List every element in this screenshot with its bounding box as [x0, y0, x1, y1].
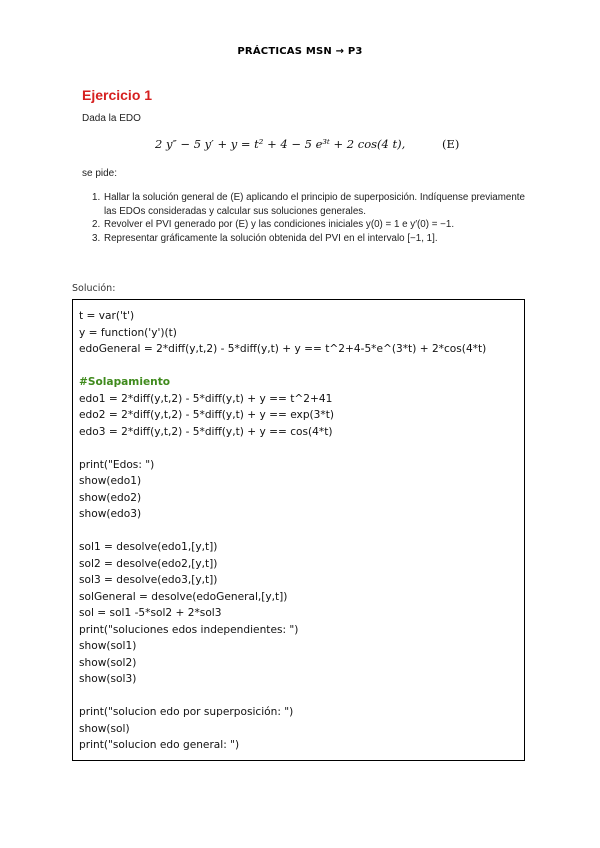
code-line: edo1 = 2*diff(y,t,2) - 5*diff(y,t) + y == t^2+41 — [79, 392, 333, 405]
code-line: show(sol2) — [79, 656, 137, 669]
code-line: print("solucion edo general: ") — [79, 739, 240, 751]
ode-equation: 2 y″ − 5 y′ + y = t² + 4 − 5 e³ᵗ + 2 cos(4 t), — [155, 137, 406, 151]
exercise-title: Ejercicio 1 — [82, 87, 153, 103]
code-lines — [79, 308, 486, 754]
code-line: edo3 = 2*diff(y,t,2) - 5*diff(y,t) + y == cos(4*t) — [79, 425, 333, 438]
task-text: Hallar la solución general de (E) aplicando el principio de superposición. Indíquense previamente las EDOs consideradas y calcular sus soluciones generales. — [104, 192, 525, 217]
task-number: 3. — [92, 232, 101, 244]
task-number: 1. — [92, 192, 101, 203]
task-list — [92, 191, 532, 245]
code-line: show(edo2) — [79, 491, 142, 504]
code-line: y = function('y')(t) — [79, 326, 177, 339]
code-line: edoGeneral = 2*diff(y,t,2) - 5*diff(y,t) + y == t^2+4-5*e^(3*t) + 2*cos(4*t) — [79, 343, 487, 355]
code-comment-line: #Solapamiento — [79, 376, 171, 388]
code-line — [79, 358, 486, 375]
code-line: show(sol3) — [79, 673, 137, 685]
code-line: show(sol) — [79, 722, 130, 735]
equation-label: (E) — [442, 137, 460, 151]
task-item — [92, 218, 532, 232]
code-line: sol2 = desolve(edo2,[y,t]) — [79, 557, 218, 570]
code-line: show(edo1) — [79, 475, 142, 487]
exercise-intro: Dada la EDO — [82, 113, 141, 124]
page-header: PRÁCTICAS MSN → P3 — [237, 46, 363, 57]
code-line: sol1 = desolve(edo1,[y,t]) — [79, 541, 218, 553]
task-number: 2. — [92, 219, 101, 230]
code-block — [72, 299, 525, 761]
code-line: edo2 = 2*diff(y,t,2) - 5*diff(y,t) + y == exp(3*t) — [79, 409, 335, 421]
code-line: show(edo3) — [79, 508, 142, 520]
code-line: sol3 = desolve(edo3,[y,t]) — [79, 574, 218, 586]
code-line: sol = sol1 -5*sol2 + 2*sol3 — [79, 607, 222, 619]
code-line — [79, 440, 486, 457]
code-line: print("Edos: ") — [79, 458, 155, 471]
code-line: print("solucion edo por superposición: ") — [79, 706, 294, 718]
code-line: show(sol1) — [79, 640, 137, 652]
task-text: Revolver el PVI generado por (E) y las condiciones iniciales y(0) = 1 e y′(0) = −1. — [104, 219, 455, 230]
task-intro: se pide: — [82, 168, 118, 179]
code-line: t = var('t') — [79, 310, 135, 322]
code-line — [79, 688, 486, 705]
code-line: print("soluciones edos independientes: ") — [79, 623, 299, 636]
task-item — [92, 191, 532, 218]
task-text: Representar gráficamente la solución obtenida del PVI en el intervalo [−1, 1]. — [104, 232, 438, 244]
code-line: solGeneral = desolve(edoGeneral,[y,t]) — [79, 590, 288, 603]
code-line — [79, 523, 486, 540]
task-item — [92, 232, 532, 246]
solution-label: Solución: — [72, 283, 116, 294]
